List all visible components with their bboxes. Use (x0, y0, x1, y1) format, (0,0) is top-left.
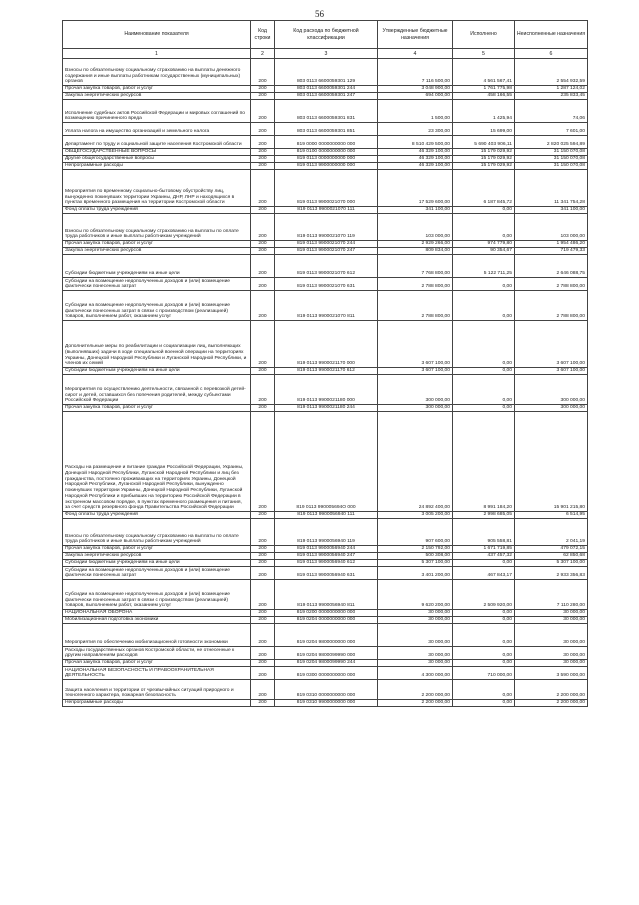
table-row (63, 700, 588, 707)
row-unexecuted-cell: 2 200 000,00 (515, 700, 588, 707)
row-code-cell: 200 (251, 667, 275, 680)
row-code-cell: 200 (251, 136, 275, 149)
col-header-kbk: Код расхода по бюджетной классификации (275, 21, 378, 49)
row-approved-cell: 4 300 000,00 (378, 667, 453, 680)
row-executed-cell: 15 179 029,92 (453, 149, 515, 156)
row-name-cell: Прочая закупка товаров, работ и услуг (63, 660, 251, 667)
row-executed-cell: 90 354,67 (453, 248, 515, 255)
table-row (63, 368, 588, 375)
row-name-cell: Закупка энергетических ресурсов (63, 93, 251, 100)
row-code-cell: 200 (251, 368, 275, 375)
row-executed-cell: 458 166,55 (453, 93, 515, 100)
row-unexecuted-cell: 31 150 070,08 (515, 149, 588, 156)
row-approved-cell: 46 329 100,00 (378, 156, 453, 163)
row-kbk-cell: 819 0113 0000000000 000 (275, 156, 378, 163)
row-executed-cell: 0,00 (453, 278, 515, 291)
row-kbk-cell: 819 0113 9900021070 612 (275, 255, 378, 278)
table-row (63, 163, 588, 170)
budget-execution-table (62, 20, 588, 707)
table-row (63, 580, 588, 610)
row-kbk-cell: 819 0113 9900056940 247 (275, 553, 378, 560)
row-code-cell: 200 (251, 163, 275, 170)
row-unexecuted-cell: 30 000,00 (515, 617, 588, 624)
row-kbk-cell: 819 0113 9900021070 000 (275, 170, 378, 207)
row-executed-cell: 1 671 719,85 (453, 546, 515, 553)
row-code-cell: 200 (251, 278, 275, 291)
row-unexecuted-cell: 30 000,00 (515, 624, 588, 647)
table-row (63, 412, 588, 512)
row-name-cell: Мероприятия по обеспечению мобилизационной готовности экономики (63, 624, 251, 647)
row-code-cell: 200 (251, 149, 275, 156)
row-executed-cell: 0,00 (453, 405, 515, 412)
row-executed-cell: 0,00 (453, 680, 515, 700)
row-approved-cell: 3 401 200,00 (378, 567, 453, 580)
row-code-cell: 200 (251, 123, 275, 136)
row-name-cell: Расходы государственных органов Костромской области, не отнесенные к другим направлениям расходов (63, 647, 251, 660)
row-code-cell: 200 (251, 567, 275, 580)
row-approved-cell: 2 788 800,00 (378, 291, 453, 321)
table-row (63, 617, 588, 624)
row-kbk-cell: 803 0113 6600059301 247 (275, 93, 378, 100)
row-kbk-cell: 819 0310 0000000000 000 (275, 680, 378, 700)
row-unexecuted-cell: 15 901 215,80 (515, 412, 588, 512)
row-code-cell: 200 (251, 610, 275, 617)
row-kbk-cell: 819 0113 9900021070 631 (275, 278, 378, 291)
table-row (63, 241, 588, 248)
row-executed-cell: 0,00 (453, 321, 515, 368)
row-kbk-cell: 819 0000 0000000000 000 (275, 136, 378, 149)
row-executed-cell: 0,00 (453, 214, 515, 241)
row-approved-cell: 30 000,00 (378, 660, 453, 667)
table-row (63, 647, 588, 660)
row-approved-cell: 7 768 800,00 (378, 255, 453, 278)
row-unexecuted-cell: 2 041,19 (515, 519, 588, 546)
row-unexecuted-cell: 2 933 356,83 (515, 567, 588, 580)
row-unexecuted-cell: 30 000,00 (515, 660, 588, 667)
row-executed-cell: 0,00 (453, 560, 515, 567)
row-name-cell: Закупка энергетических ресурсов (63, 553, 251, 560)
row-unexecuted-cell: 30 000,00 (515, 610, 588, 617)
row-kbk-cell: 819 0113 9900021180 244 (275, 405, 378, 412)
row-name-cell: Субсидии на возмещение недополученных доходов и (или) возмещение фактически понесенных затрат в связи с производством (реализацией) товаров, выполнением работ, оказанием услуг (63, 291, 251, 321)
row-executed-cell: 15 179 029,92 (453, 156, 515, 163)
row-executed-cell: 0,00 (453, 617, 515, 624)
row-executed-cell: 0,00 (453, 647, 515, 660)
row-approved-cell: 3 607 100,00 (378, 321, 453, 368)
row-name-cell: Субсидии на возмещение недополученных доходов и (или) возмещение фактически понесенных затрат в связи с производством (реализацией) товаров, выполнением работ, оказанием услуг (63, 580, 251, 610)
row-approved-cell: 2 150 792,00 (378, 546, 453, 553)
row-kbk-cell: 819 0113 9900021070 119 (275, 214, 378, 241)
row-approved-cell: 17 529 600,00 (378, 170, 453, 207)
row-kbk-cell: 819 0113 9900021170 612 (275, 368, 378, 375)
row-name-cell: Закупка энергетических ресурсов (63, 248, 251, 255)
row-kbk-cell: 819 0113 9900056940 119 (275, 519, 378, 546)
row-executed-cell: 1 425,94 (453, 100, 515, 123)
row-code-cell: 200 (251, 580, 275, 610)
row-unexecuted-cell: 1 954 486,20 (515, 241, 588, 248)
row-code-cell: 200 (251, 207, 275, 214)
row-executed-cell: 5 122 711,25 (453, 255, 515, 278)
table-row (63, 680, 588, 700)
row-kbk-cell: 819 0113 9900021070 247 (275, 248, 378, 255)
row-name-cell: Фонд оплаты труда учреждений (63, 207, 251, 214)
row-kbk-cell: 819 0113 9900056940 612 (275, 560, 378, 567)
row-code-cell: 200 (251, 624, 275, 647)
table-body (63, 59, 588, 707)
table-row (63, 321, 588, 368)
row-approved-cell: 2 200 000,00 (378, 680, 453, 700)
row-name-cell: Прочая закупка товаров, работ и услуг (63, 546, 251, 553)
row-executed-cell: 0,00 (453, 375, 515, 405)
row-unexecuted-cell: 103 000,00 (515, 214, 588, 241)
row-kbk-cell: 803 0113 6600059301 129 (275, 59, 378, 86)
row-kbk-cell: 819 0204 9800099990 000 (275, 647, 378, 660)
row-approved-cell: 300 000,00 (378, 405, 453, 412)
row-executed-cell: 710 000,00 (453, 667, 515, 680)
row-name-cell: Уплата налога на имущество организаций и земельного налога (63, 123, 251, 136)
row-executed-cell: 0,00 (453, 368, 515, 375)
row-approved-cell: 30 000,00 (378, 617, 453, 624)
row-kbk-cell: 819 0310 9900000000 000 (275, 700, 378, 707)
row-approved-cell: 2 200 000,00 (378, 700, 453, 707)
row-unexecuted-cell: 31 150 070,08 (515, 156, 588, 163)
table-row (63, 214, 588, 241)
table-row (63, 255, 588, 278)
table-row (63, 156, 588, 163)
table-row (63, 59, 588, 86)
col-header-code: Код строки (251, 21, 275, 49)
table-row (63, 660, 588, 667)
row-code-cell: 200 (251, 59, 275, 86)
row-unexecuted-cell: 1 287 124,02 (515, 86, 588, 93)
col-number: 2 (251, 49, 275, 59)
row-kbk-cell: 819 0113 9900056940 811 (275, 580, 378, 610)
row-unexecuted-cell: 7 110 280,00 (515, 580, 588, 610)
row-name-cell: Мобилизационная подготовка экономики (63, 617, 251, 624)
row-unexecuted-cell: 62 850,68 (515, 553, 588, 560)
table-row (63, 667, 588, 680)
row-approved-cell: 907 600,00 (378, 519, 453, 546)
row-unexecuted-cell: 30 000,00 (515, 647, 588, 660)
row-name-cell: Департамент по труду и социальной защите населения Костромской области (63, 136, 251, 149)
col-number: 6 (515, 49, 588, 59)
row-name-cell: Прочая закупка товаров, работ и услуг (63, 241, 251, 248)
row-approved-cell: 7 116 500,00 (378, 59, 453, 86)
row-unexecuted-cell: 11 341 754,28 (515, 170, 588, 207)
row-kbk-cell: 819 0113 9900056940 244 (275, 546, 378, 553)
row-kbk-cell: 819 0300 0000000000 000 (275, 667, 378, 680)
table-row (63, 610, 588, 617)
row-name-cell: Фонд оплаты труда учреждений (63, 512, 251, 519)
table-row (63, 624, 588, 647)
row-code-cell: 200 (251, 700, 275, 707)
row-kbk-cell: 819 0113 9900021180 000 (275, 375, 378, 405)
row-approved-cell: 8 510 429 500,00 (378, 136, 453, 149)
row-unexecuted-cell: 300 000,00 (515, 375, 588, 405)
row-code-cell: 200 (251, 170, 275, 207)
row-code-cell: 200 (251, 405, 275, 412)
row-unexecuted-cell: 2 788 800,00 (515, 291, 588, 321)
row-name-cell: Непрограммные расходы (63, 163, 251, 170)
row-unexecuted-cell: 3 607 100,00 (515, 321, 588, 368)
table-row (63, 512, 588, 519)
row-code-cell: 200 (251, 86, 275, 93)
row-kbk-cell: 819 0113 9900021070 811 (275, 291, 378, 321)
row-kbk-cell: 819 0100 0000000000 000 (275, 149, 378, 156)
row-kbk-cell: 803 0113 6600059301 831 (275, 100, 378, 123)
row-approved-cell: 500 308,00 (378, 553, 453, 560)
row-unexecuted-cell: 2 200 000,00 (515, 680, 588, 700)
row-kbk-cell: 819 0113 9900021170 000 (275, 321, 378, 368)
row-approved-cell: 3 607 100,00 (378, 368, 453, 375)
row-kbk-cell: 819 0113 9900056940 111 (275, 512, 378, 519)
row-unexecuted-cell: 7 601,00 (515, 123, 588, 136)
row-unexecuted-cell: 31 150 070,08 (515, 163, 588, 170)
row-unexecuted-cell: 341 100,00 (515, 207, 588, 214)
row-approved-cell: 3 048 900,00 (378, 86, 453, 93)
table-row (63, 546, 588, 553)
row-kbk-cell: 819 0200 0000000000 000 (275, 610, 378, 617)
row-name-cell: Прочая закупка товаров, работ и услуг (63, 405, 251, 412)
row-code-cell: 200 (251, 512, 275, 519)
row-kbk-cell: 819 0204 9800000000 000 (275, 624, 378, 647)
row-name-cell: Защита населения и территории от чрезвычайных ситуаций природного и техногенного характера, пожарная безопасность (63, 680, 251, 700)
row-code-cell: 200 (251, 214, 275, 241)
row-approved-cell: 2 929 266,00 (378, 241, 453, 248)
row-name-cell: Взносы по обязательному социальному страхованию на выплаты по оплате труда работников и иные выплаты работникам учреждений (63, 519, 251, 546)
row-executed-cell: 8 991 184,20 (453, 412, 515, 512)
row-kbk-cell: 819 0204 9800099990 244 (275, 660, 378, 667)
row-code-cell: 200 (251, 93, 275, 100)
row-name-cell: Дополнительные меры по реабилитации и социализации лиц, выполняющих (выполнявших) задачи в ходе специальной военной операции на территориях Украины, Донецкой Народной Республики и Луганской Народной Республики, и членов их семей (63, 321, 251, 368)
col-header-name: Наименование показателя (63, 21, 251, 49)
col-number: 3 (275, 49, 378, 59)
row-code-cell: 200 (251, 660, 275, 667)
row-executed-cell: 2 509 920,00 (453, 580, 515, 610)
row-code-cell: 200 (251, 412, 275, 512)
row-code-cell: 200 (251, 519, 275, 546)
row-approved-cell: 23 300,00 (378, 123, 453, 136)
row-unexecuted-cell: 300 000,00 (515, 405, 588, 412)
row-name-cell: НАЦИОНАЛЬНАЯ БЕЗОПАСНОСТЬ И ПРАВООХРАНИТЕЛЬНАЯ ДЕЯТЕЛЬНОСТЬ (63, 667, 251, 680)
col-number: 5 (453, 49, 515, 59)
row-kbk-cell: 819 0113 9900021070 244 (275, 241, 378, 248)
table-row (63, 149, 588, 156)
table-row (63, 567, 588, 580)
row-approved-cell: 341 100,00 (378, 207, 453, 214)
row-approved-cell: 694 000,00 (378, 93, 453, 100)
row-executed-cell: 15 699,00 (453, 123, 515, 136)
row-name-cell: Мероприятия по временному социально-бытовому обустройству лиц, вынужденно покинувших территории Украины, ДНР, ЛНР и находящихся в пунктах временного размещения на территории Костромской области (63, 170, 251, 207)
row-kbk-cell: 819 0113 9900056940 631 (275, 567, 378, 580)
row-name-cell: Другие общегосударственные вопросы (63, 156, 251, 163)
row-executed-cell: 437 457,32 (453, 553, 515, 560)
row-name-cell: Субсидии на возмещение недополученных доходов и (или) возмещение фактически понесенных затрат (63, 278, 251, 291)
row-executed-cell: 0,00 (453, 624, 515, 647)
row-code-cell: 200 (251, 321, 275, 368)
table-row (63, 291, 588, 321)
table-row (63, 136, 588, 149)
row-kbk-cell: 803 0113 6600059301 851 (275, 123, 378, 136)
row-name-cell: Исполнение судебных актов Российской Федерации и мировых соглашений по возмещению причиненного вреда (63, 100, 251, 123)
row-unexecuted-cell: 3 590 000,00 (515, 667, 588, 680)
row-unexecuted-cell: 74,06 (515, 100, 588, 123)
row-name-cell: Субсидии бюджетным учреждениям на иные цели (63, 368, 251, 375)
row-unexecuted-cell: 479 072,15 (515, 546, 588, 553)
table-header-row (63, 21, 588, 49)
row-approved-cell: 809 834,00 (378, 248, 453, 255)
row-kbk-cell: 819 0113 9900021070 111 (275, 207, 378, 214)
col-number: 4 (378, 49, 453, 59)
row-executed-cell: 0,00 (453, 207, 515, 214)
row-unexecuted-cell: 2 554 932,59 (515, 59, 588, 86)
table-row (63, 278, 588, 291)
row-unexecuted-cell: 2 646 088,75 (515, 255, 588, 278)
row-approved-cell: 2 788 800,00 (378, 278, 453, 291)
row-executed-cell: 2 998 685,05 (453, 512, 515, 519)
row-executed-cell: 4 561 567,41 (453, 59, 515, 86)
table-row (63, 93, 588, 100)
row-executed-cell: 5 690 403 906,11 (453, 136, 515, 149)
table-row (63, 100, 588, 123)
row-approved-cell: 46 329 100,00 (378, 149, 453, 156)
row-code-cell: 200 (251, 560, 275, 567)
row-code-cell: 200 (251, 680, 275, 700)
row-code-cell: 200 (251, 617, 275, 624)
row-name-cell: Взносы по обязательному социальному страхованию на выплаты денежного содержания и иные выплаты работникам государственных (муниципальных) органов (63, 59, 251, 86)
row-executed-cell: 1 761 775,98 (453, 86, 515, 93)
row-code-cell: 200 (251, 241, 275, 248)
row-executed-cell: 15 179 029,92 (453, 163, 515, 170)
col-header-executed: Исполнено (453, 21, 515, 49)
row-code-cell: 200 (251, 100, 275, 123)
row-name-cell: Расходы на размещение и питание граждан Российской Федерации, Украины, Донецкой Народной Республики, Луганской Народной Республики и лиц без гражданства, постоянно проживающих на территориях Украины, Донецкой Народной Республики, Луганской Народной Республики, вынужденно покинувших территории Украины, Донецкой Народной Республики, Луганской Народной Республики и прибывших на территорию Российской Федерации в экстренном массовом порядке, в пунктах временного размещения и питания, за счет средств резервного фонда Правительства Российской Федерации (63, 412, 251, 512)
row-unexecuted-cell: 719 479,33 (515, 248, 588, 255)
col-header-approved: Утвержденные бюджетные назначения (378, 21, 453, 49)
row-executed-cell: 0,00 (453, 291, 515, 321)
row-name-cell: Мероприятия по осуществлению деятельности, связанной с перевозкой детей-сирот и детей, оставшихся без попечения родителей, между субъектами Российской Федерации (63, 375, 251, 405)
column-number-row (63, 49, 588, 59)
row-unexecuted-cell: 2 820 025 594,89 (515, 136, 588, 149)
row-name-cell: Субсидии бюджетным учреждениям на иные цели (63, 255, 251, 278)
row-code-cell: 200 (251, 546, 275, 553)
row-executed-cell: 6 187 845,72 (453, 170, 515, 207)
row-approved-cell: 3 005 200,00 (378, 512, 453, 519)
row-executed-cell: 467 843,17 (453, 567, 515, 580)
row-code-cell: 200 (251, 291, 275, 321)
row-approved-cell: 103 000,00 (378, 214, 453, 241)
row-executed-cell: 974 779,80 (453, 241, 515, 248)
row-approved-cell: 30 000,00 (378, 624, 453, 647)
row-code-cell: 200 (251, 375, 275, 405)
table-row (63, 248, 588, 255)
row-unexecuted-cell: 5 307 100,00 (515, 560, 588, 567)
col-header-unexecuted: Неисполненные назначения (515, 21, 588, 49)
table-row (63, 405, 588, 412)
row-unexecuted-cell: 235 833,45 (515, 93, 588, 100)
row-name-cell: Субсидии бюджетным учреждениям на иные цели (63, 560, 251, 567)
page-number: 56 (315, 9, 324, 19)
table-row (63, 207, 588, 214)
row-code-cell: 200 (251, 255, 275, 278)
row-executed-cell: 0,00 (453, 700, 515, 707)
row-name-cell: Взносы по обязательному социальному страхованию на выплаты по оплате труда работников и иные выплаты работникам учреждений (63, 214, 251, 241)
row-approved-cell: 300 000,00 (378, 375, 453, 405)
table-row (63, 86, 588, 93)
row-unexecuted-cell: 6 514,95 (515, 512, 588, 519)
row-name-cell: Непрограммные расходы (63, 700, 251, 707)
row-code-cell: 200 (251, 647, 275, 660)
table-row (63, 170, 588, 207)
table-row (63, 519, 588, 546)
col-number: 1 (63, 49, 251, 59)
row-kbk-cell: 819 0113 9900000000 000 (275, 163, 378, 170)
row-kbk-cell: 819 0113 990005694О 000 (275, 412, 378, 512)
table-row (63, 123, 588, 136)
row-executed-cell: 905 558,81 (453, 519, 515, 546)
row-unexecuted-cell: 3 607 100,00 (515, 368, 588, 375)
row-code-cell: 200 (251, 156, 275, 163)
row-approved-cell: 1 500,00 (378, 100, 453, 123)
row-approved-cell: 9 620 200,00 (378, 580, 453, 610)
row-name-cell: НАЦИОНАЛЬНАЯ ОБОРОНА (63, 610, 251, 617)
row-approved-cell: 30 000,00 (378, 610, 453, 617)
row-name-cell: Прочая закупка товаров, работ и услуг (63, 86, 251, 93)
row-approved-cell: 30 000,00 (378, 647, 453, 660)
row-unexecuted-cell: 2 788 800,00 (515, 278, 588, 291)
row-name-cell: Субсидии на возмещение недополученных доходов и (или) возмещение фактически понесенных затрат (63, 567, 251, 580)
row-code-cell: 200 (251, 248, 275, 255)
row-kbk-cell: 819 0204 0000000000 000 (275, 617, 378, 624)
row-executed-cell: 0,00 (453, 660, 515, 667)
table-row (63, 560, 588, 567)
row-name-cell: ОБЩЕГОСУДАРСТВЕННЫЕ ВОПРОСЫ (63, 149, 251, 156)
table-row (63, 375, 588, 405)
row-code-cell: 200 (251, 553, 275, 560)
row-kbk-cell: 803 0113 6600059301 244 (275, 86, 378, 93)
row-approved-cell: 5 307 100,00 (378, 560, 453, 567)
table-row (63, 553, 588, 560)
row-approved-cell: 46 329 100,00 (378, 163, 453, 170)
row-approved-cell: 24 892 400,00 (378, 412, 453, 512)
row-executed-cell: 0,00 (453, 610, 515, 617)
